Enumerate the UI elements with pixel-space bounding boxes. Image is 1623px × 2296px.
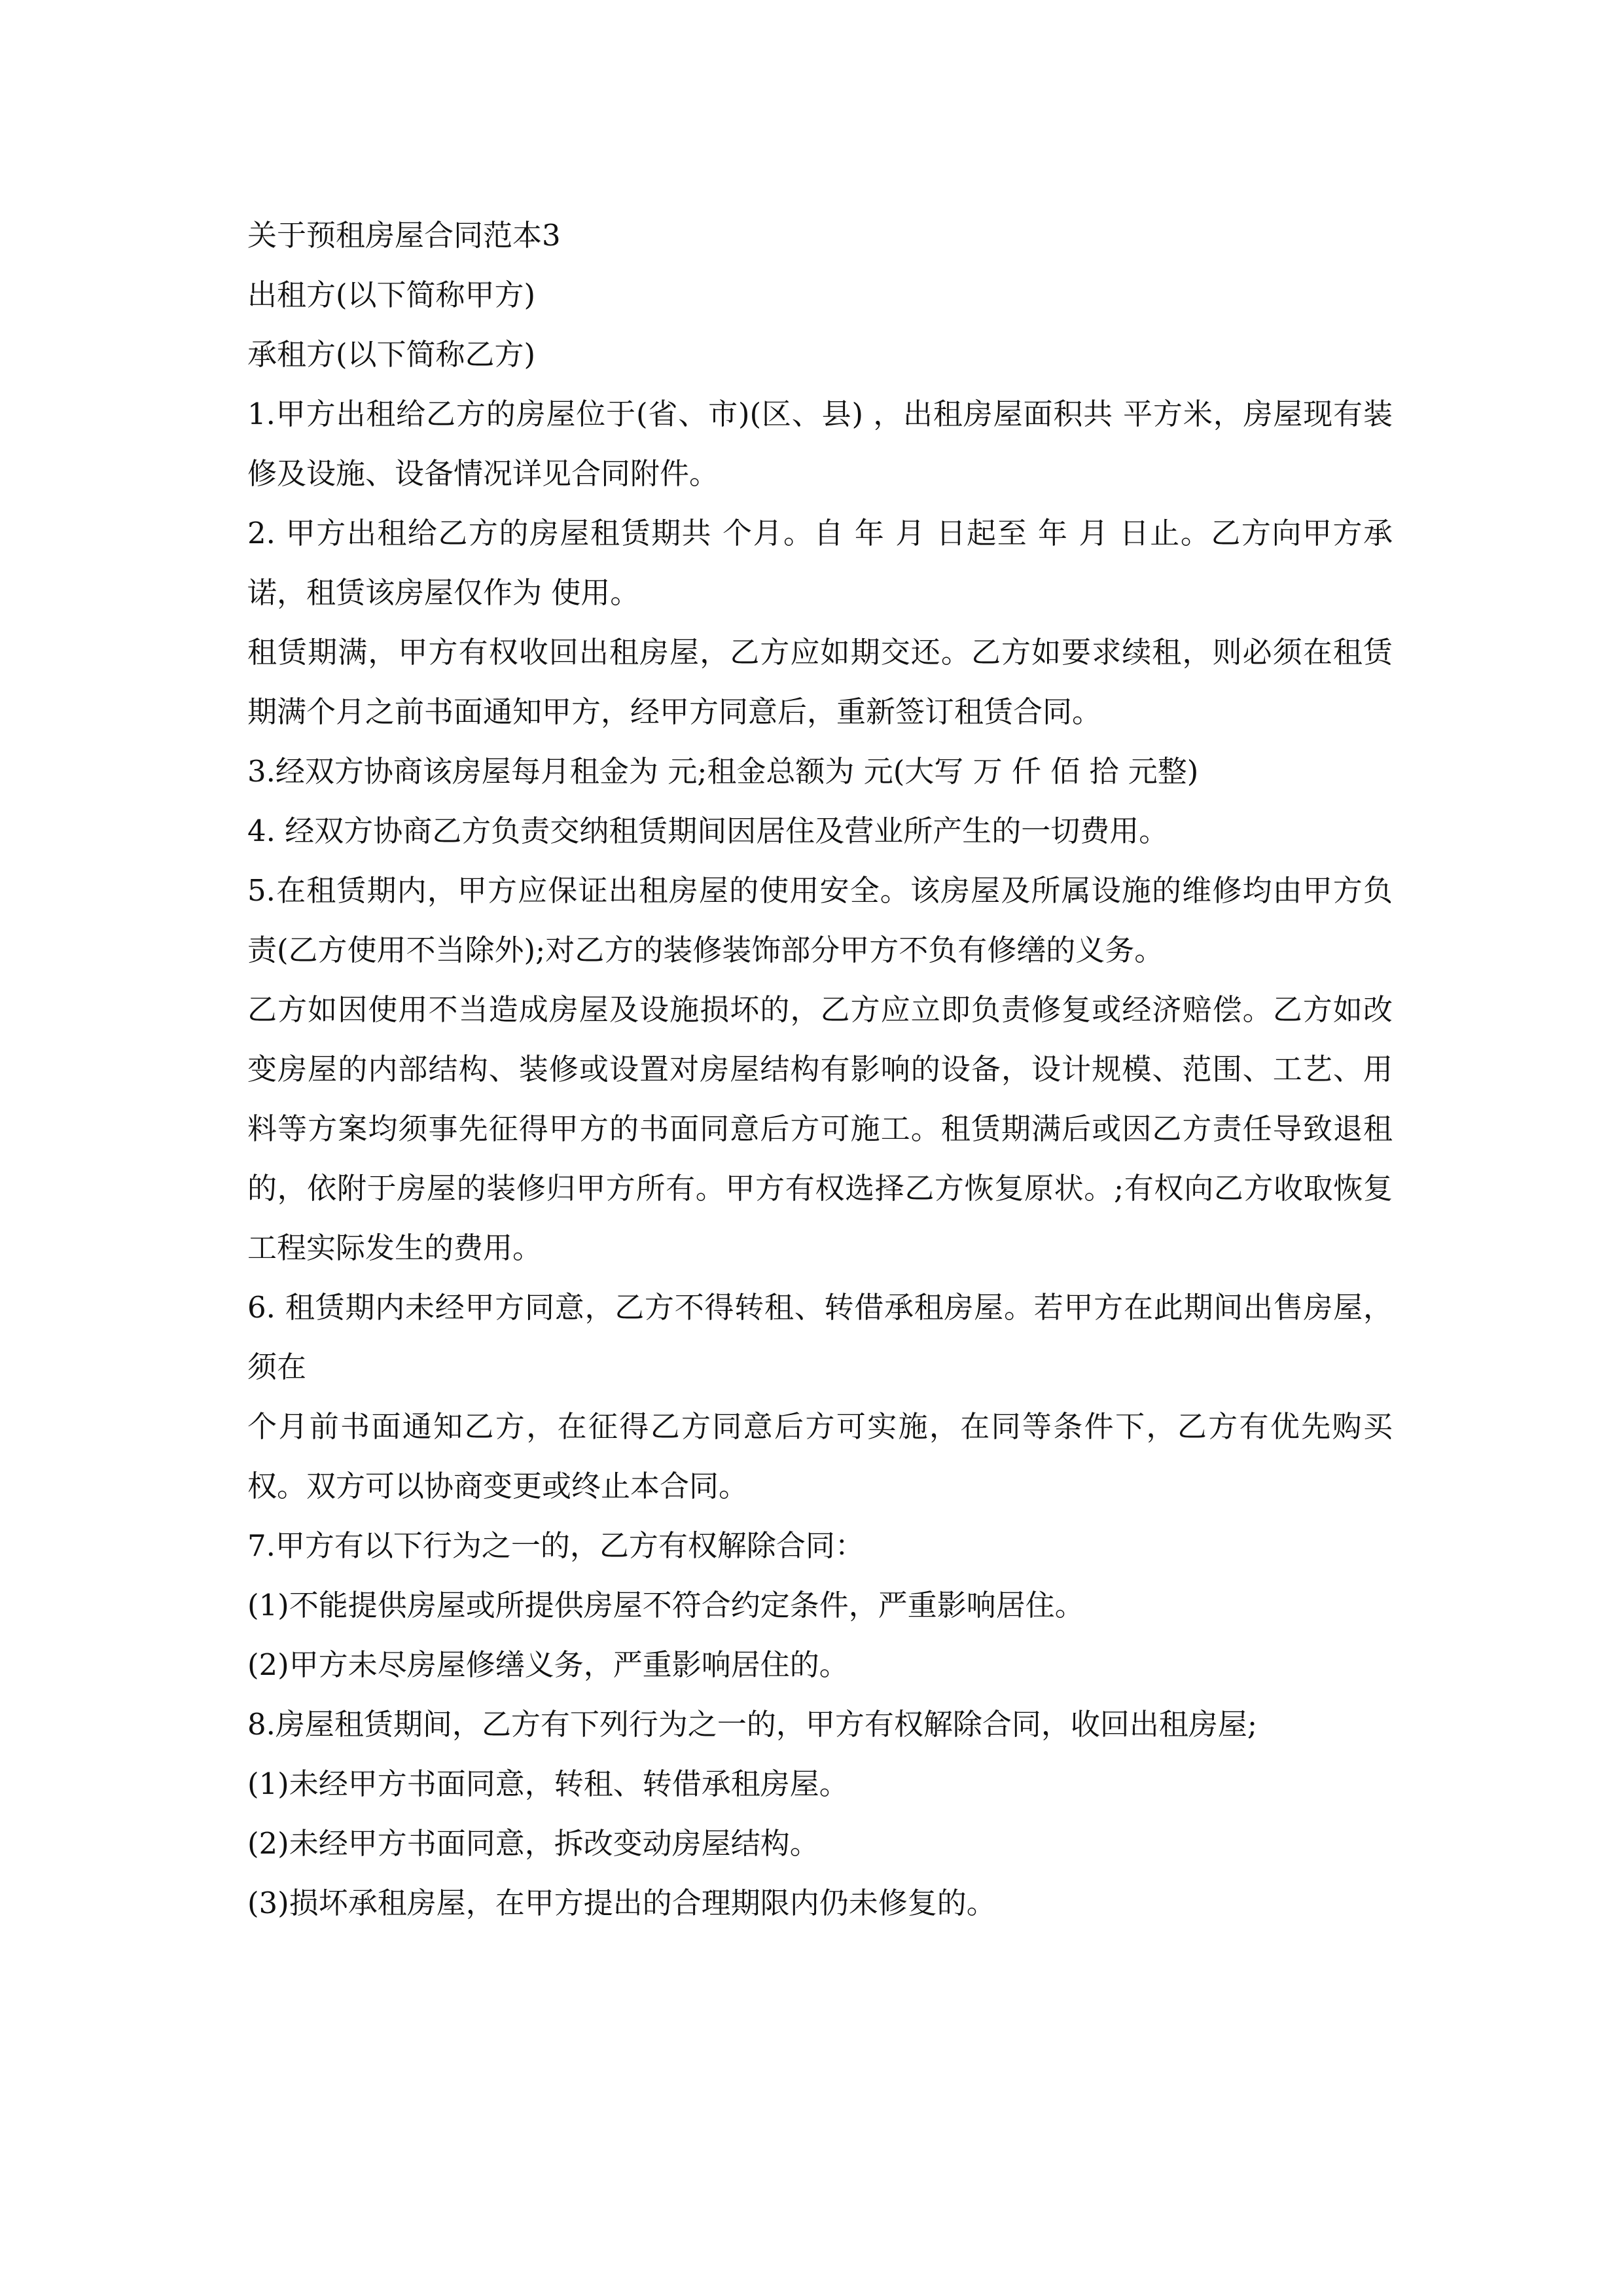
clause-8-item-3: (3)损坏承租房屋，在甲方提出的合理期限内仍未修复的。 (247, 1886, 996, 1920)
clause-5-continued: 乙方如因使用不当造成房屋及设施损坏的，乙方应立即负责修复或经济赔偿。乙方如改变房屋的内部结构、装修或设置对房屋结构有影响的设备，设计规模、范围、工艺、用料等方案均须事先征得甲方的书面同意后方可施工。租赁期满后或因乙方责任导致退租的，依附于房屋的装修归甲方所有。甲方有权选择乙方恢复原状。;有权向乙方收取恢复工程实际发生的费用。 (247, 992, 1393, 1265)
clause-7-item-2: (2)甲方未尽房屋修缮义务，严重影响居住的。 (247, 1647, 849, 1682)
paragraph-lessor: 出租方(以下简称甲方) (247, 278, 536, 312)
clause-3: 3.经双方协商该房屋每月租金为 元;租金总额为 元(大写 万 仟 佰 拾 元整) (247, 754, 1199, 789)
clause-5: 5.在租赁期内，甲方应保证出租房屋的使用安全。该房屋及所属设施的维修均由甲方负责(乙方使用不当除外);对乙方的装修装饰部分甲方不负有修缮的义务。 (247, 873, 1393, 967)
clause-2-continued: 租赁期满，甲方有权收回出租房屋，乙方应如期交还。乙方如要求续租，则必须在租赁期满个月之前书面通知甲方，经甲方同意后，重新签订租赁合同。 (247, 635, 1393, 729)
clause-7-item-1: (1)不能提供房屋或所提供房屋不符合约定条件，严重影响居住。 (247, 1588, 1084, 1623)
clause-6-continued: 个月前书面通知乙方，在征得乙方同意后方可实施，在同等条件下，乙方有优先购买权。双方可以协商变更或终止本合同。 (247, 1409, 1393, 1503)
document-title: 关于预租房屋合同范本3 (247, 218, 561, 253)
clause-1: 1.甲方出租给乙方的房屋位于(省、市)(区、县) ，出租房屋面积共 平方米，房屋现有装修及设施、设备情况详见合同附件。 (247, 397, 1393, 491)
clause-4: 4. 经双方协商乙方负责交纳租赁期间因居住及营业所产生的一切费用。 (247, 814, 1169, 848)
paragraph-lessee: 承租方(以下简称乙方) (247, 337, 536, 372)
clause-8: 8.房屋租赁期间，乙方有下列行为之一的，甲方有权解除合同，收回出租房屋; (247, 1707, 1258, 1742)
document-body (247, 206, 1393, 1933)
clause-7: 7.甲方有以下行为之一的，乙方有权解除合同： (247, 1528, 865, 1563)
clause-8-item-2: (2)未经甲方书面同意，拆改变动房屋结构。 (247, 1826, 819, 1861)
clause-2: 2. 甲方出租给乙方的房屋租赁期共 个月。自 年 月 日起至 年 月 日止。乙方向甲方承诺，租赁该房屋仅作为 使用。 (247, 516, 1393, 610)
clause-6: 6. 租赁期内未经甲方同意，乙方不得转租、转借承租房屋。若甲方在此期间出售房屋，须在 (247, 1290, 1393, 1384)
clause-8-item-1: (1)未经甲方书面同意，转租、转借承租房屋。 (247, 1767, 849, 1801)
